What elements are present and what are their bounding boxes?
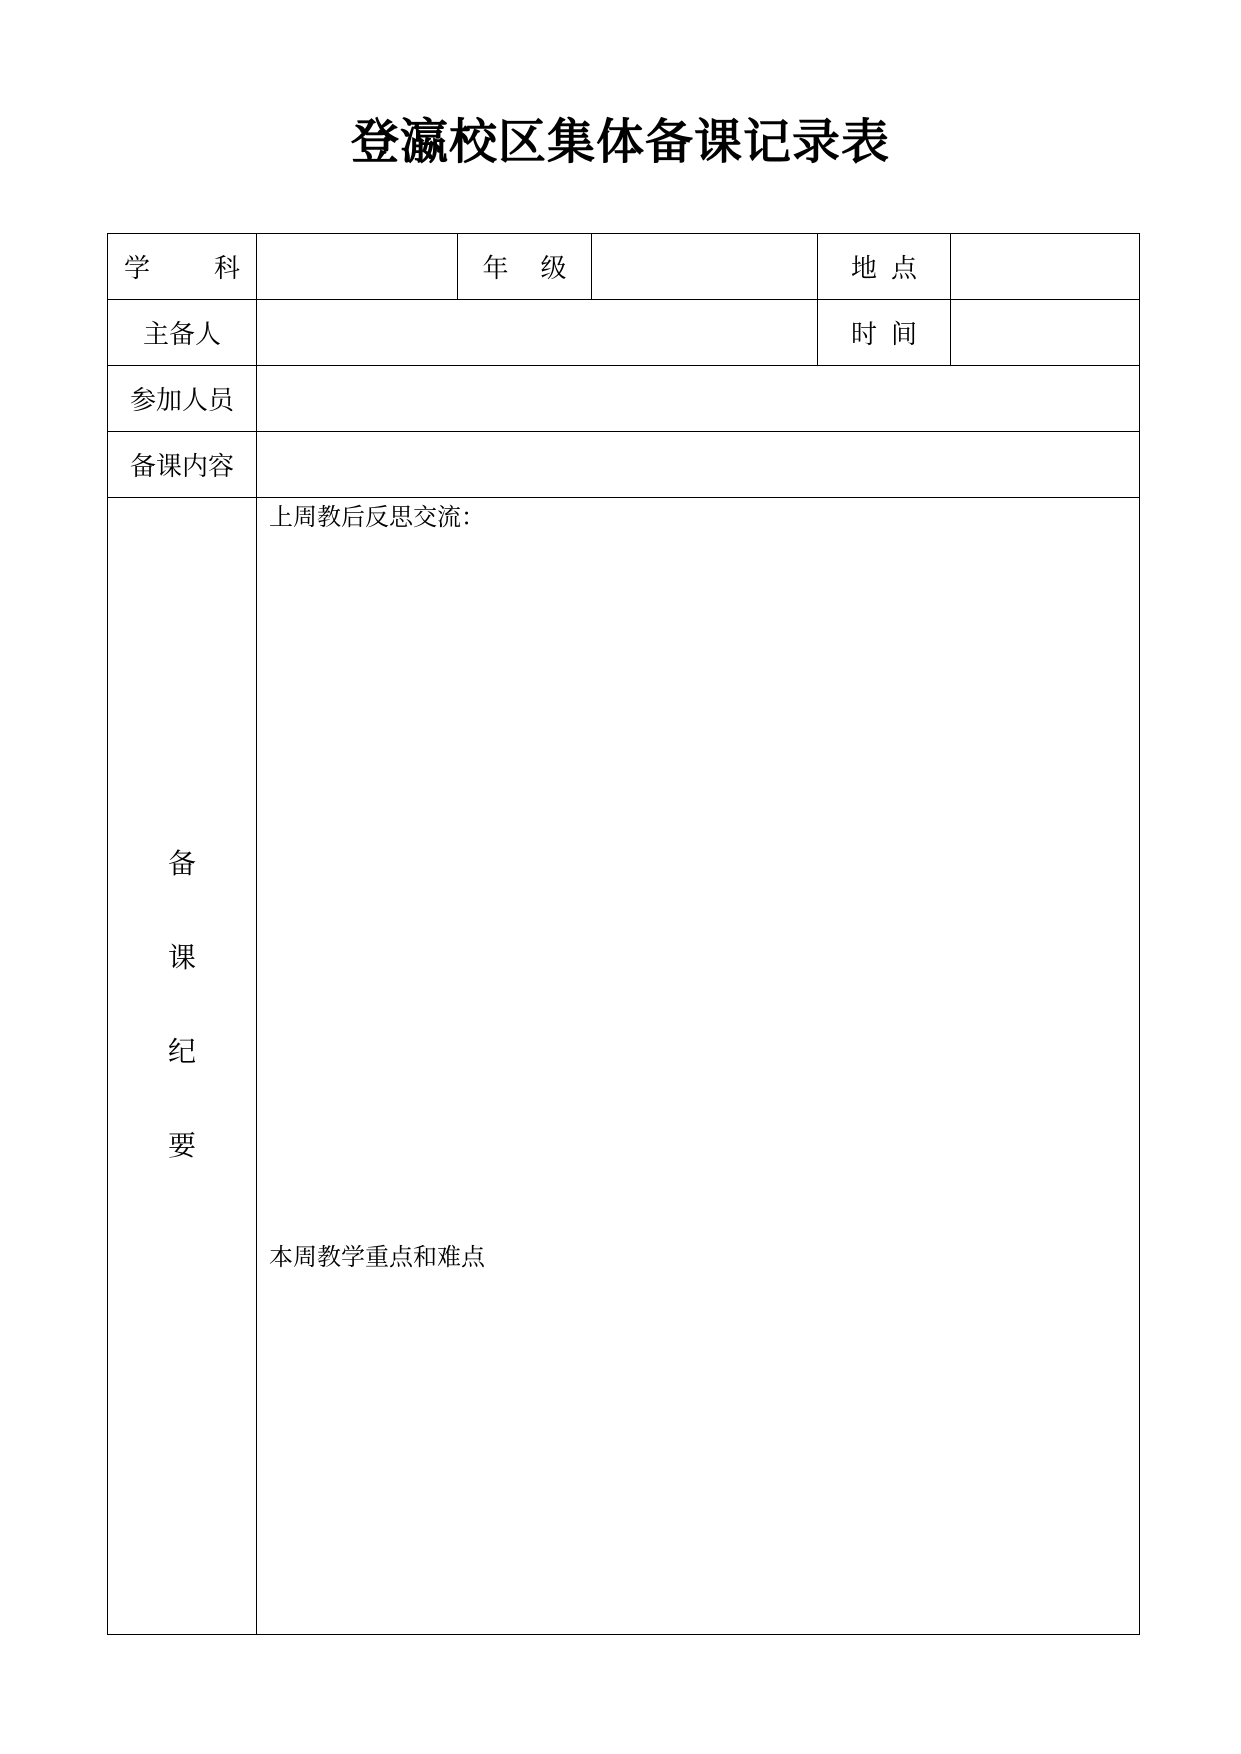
location-label-char-1: 地 [850, 254, 877, 284]
minutes-label-char-2: 课 [167, 941, 196, 974]
minutes-label-char-4: 要 [167, 1129, 196, 1162]
location-value-cell[interactable] [950, 233, 1140, 300]
grade-label-char-2: 级 [540, 254, 567, 284]
lesson-content-label-cell [107, 431, 257, 498]
lead-preparer-label: 主备人 [142, 320, 221, 350]
time-label-char-2: 间 [891, 320, 918, 350]
minutes-notes-area[interactable] [256, 497, 1140, 1635]
subject-value-cell[interactable] [256, 233, 458, 300]
participants-label: 参加人员 [129, 386, 234, 416]
focus-heading: 本周教学重点和难点 [269, 1243, 485, 1271]
reflection-heading: 上周教后反思交流： [269, 503, 485, 531]
lead-preparer-label-cell [107, 299, 257, 366]
lesson-content-value-cell[interactable] [256, 431, 1140, 498]
time-label-cell [817, 299, 951, 366]
subject-label-cell [107, 233, 257, 300]
page-title: 登瀛校区集体备课记录表 [350, 114, 890, 170]
lesson-content-label: 备课内容 [129, 452, 234, 482]
participants-label-cell [107, 365, 257, 432]
grade-label-cell [457, 233, 592, 300]
time-label-char-1: 时 [850, 320, 877, 350]
grade-value-cell[interactable] [591, 233, 818, 300]
location-label-char-2: 点 [891, 254, 918, 284]
minutes-label-cell [107, 497, 257, 1635]
time-value-cell[interactable] [950, 299, 1140, 366]
lead-preparer-value-cell[interactable] [256, 299, 818, 366]
location-label-cell [817, 233, 951, 300]
subject-label-char-2: 科 [213, 254, 240, 284]
minutes-label-char-1: 备 [167, 847, 196, 880]
participants-value-cell[interactable] [256, 365, 1140, 432]
grade-label-char-1: 年 [482, 254, 509, 284]
subject-label-char-1: 学 [124, 254, 151, 284]
minutes-label-char-3: 纪 [167, 1035, 196, 1068]
